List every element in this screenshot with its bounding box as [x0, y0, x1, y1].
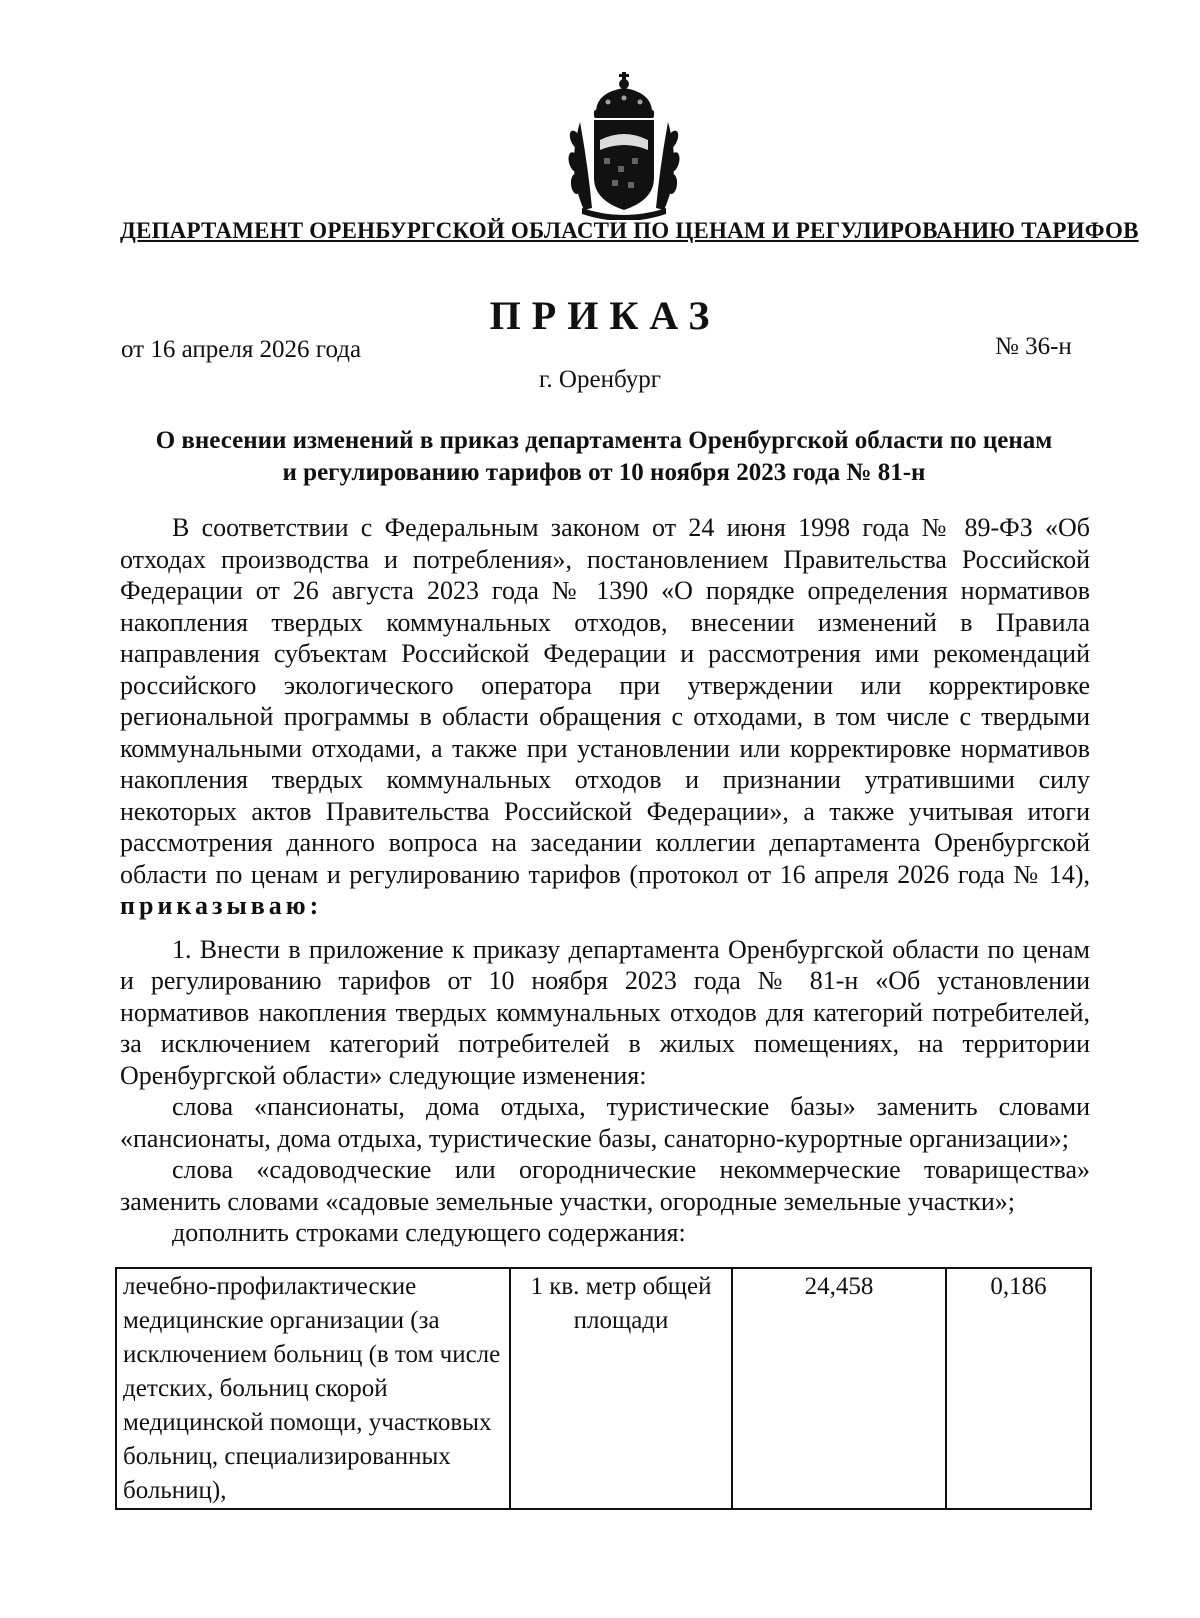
- category-cell: лечебно-профилактические медицинские организации (за исключением больниц (в том числе детских, больниц скорой медицинской помощи, участковых больниц, специализированных больниц),: [116, 1268, 510, 1509]
- change-3-paragraph: дополнить строками следующего содержания:: [172, 1218, 686, 1247]
- preamble-text: В соответствии с Федеральным законом от 24 июня 1998 года № 89-ФЗ «Об отходах производства и потребления», постановлением Правительства Российской Федерации от 26 августа 2023 года № 1390 «О порядке определения нормативов накопления твердых коммунальных отходов, внесении изменений в Правила направления субъектам Российской Федерации и рассмотрения ими рекомендаций российского экологического оператора при утверждении или корректировке региональной программы в области обращения с отходами, в том числе с твердыми коммунальными отходами, а также при установлении или корректировке нормативов накопления твердых коммунальных отходов и признании утратившими силу некоторых актов Правительства Российской Федерации», а также учитывая итоги рассмотрения данного вопроса на заседании коллегии департамента Оренбургской области по ценам и регулированию тарифов (протокол от 16 апреля 2026 года № 14),: [120, 513, 1090, 889]
- added-rows-table: [115, 1267, 1092, 1510]
- department-title: ДЕПАРТАМЕНТ ОРЕНБУРГСКОЙ ОБЛАСТИ ПО ЦЕНАМ И РЕГУЛИРОВАНИЮ ТАРИФОВ: [120, 218, 1139, 243]
- oblast-coat-of-arms-icon: [562, 70, 686, 220]
- change-2-paragraph: слова «садоводческие или огороднические некоммерческие товарищества» заменить словами «садовые земельные участки, огородные земельные участки»;: [120, 1155, 1090, 1216]
- preamble-paragraph: [120, 512, 1090, 922]
- unit-cell: 1 кв. метр общей площади: [510, 1268, 732, 1509]
- value-2-cell: 0,186: [946, 1268, 1091, 1509]
- order-city: г. Оренбург: [539, 366, 661, 393]
- order-number: № 36-н: [995, 333, 1072, 360]
- order-body: [120, 512, 1090, 1249]
- change-1-paragraph: слова «пансионаты, дома отдыха, туристические базы» заменить словами «пансионаты, дома отдыха, туристические базы, санаторно-курортные организации»;: [120, 1092, 1090, 1153]
- order-subject-line-1: О внесении изменений в приказ департамента Оренбургской области по ценам: [155, 427, 1053, 454]
- order-date: от 16 апреля 2026 года: [121, 336, 362, 363]
- document-type-title: ПРИКАЗ: [489, 293, 721, 338]
- item-1-paragraph: 1. Внести в приложение к приказу департамента Оренбургской области по ценам и регулированию тарифов от 10 ноября 2023 года № 81-н «Об установлении нормативов накопления твердых коммунальных отходов для категорий потребителей, за исключением категорий потребителей в жилых помещениях, на территории Оренбургской области» следующие изменения:: [120, 934, 1090, 1090]
- table-row: [116, 1268, 1091, 1509]
- order-word: приказываю:: [120, 891, 323, 920]
- order-subject-line-2: и регулированию тарифов от 10 ноября 2023 года № 81-н: [282, 459, 926, 486]
- order-subject: [118, 425, 1090, 489]
- value-1-cell: 24,458: [732, 1268, 946, 1509]
